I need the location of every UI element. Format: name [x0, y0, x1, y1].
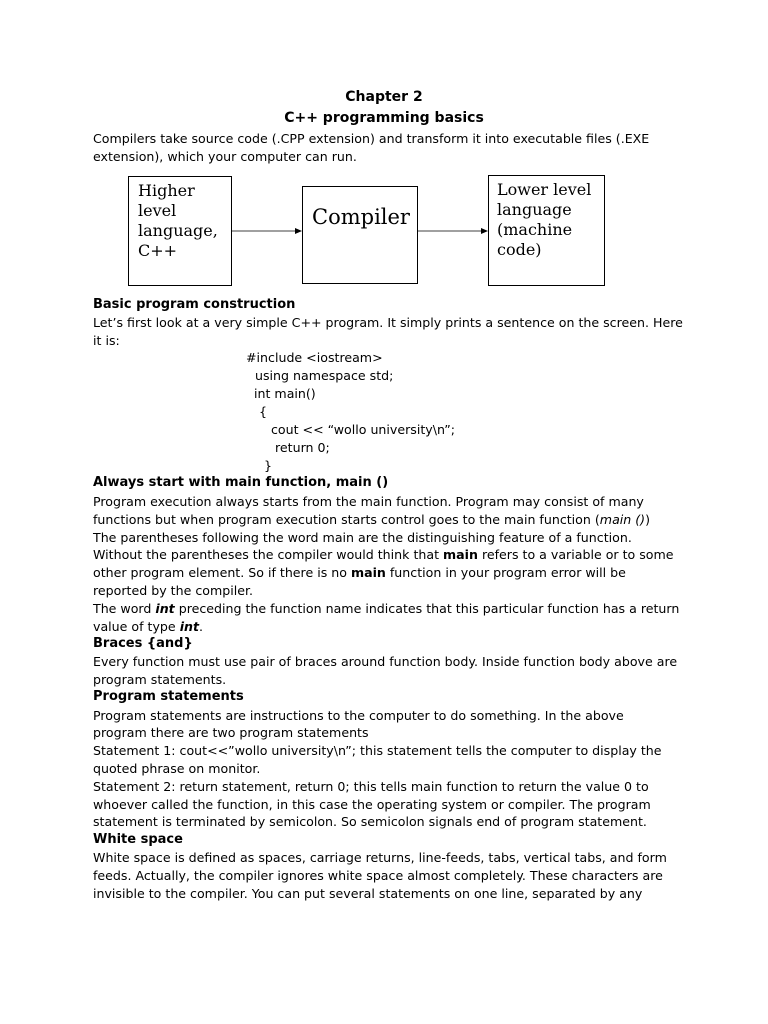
whitespace-line-3: invisible to the compiler. You can put several statements on one line, separated by any	[93, 886, 643, 901]
statements-line-6: whoever called the function, in this case the operating system or compiler. The program	[93, 797, 651, 812]
statements-line-4: quoted phrase on monitor.	[93, 761, 261, 776]
main-line-3: The parentheses following the word main are the distinguishing feature of a function.	[93, 530, 632, 545]
code-line-namespace: using namespace std;	[255, 368, 394, 383]
code-line-open-brace: {	[259, 404, 268, 419]
main-line-7: The word int preceding the function name indicates that this particular function has a return	[93, 601, 680, 616]
statements-line-5: Statement 2: return statement, return 0; this tells main function to return the value 0 to	[93, 779, 649, 794]
arrowhead-right-icon	[295, 228, 302, 234]
main-line-2: functions but when program execution starts control goes to the main function (main ())	[93, 512, 651, 527]
intro-line-2: extension), which your computer can run.	[93, 149, 357, 164]
basic-line-2: it is:	[93, 333, 120, 348]
box-line: (machine	[497, 220, 573, 239]
code-line-main: int main()	[254, 386, 316, 401]
whitespace-line-2: feeds. Actually, the compiler ignores white space almost completely. These characters are	[93, 868, 663, 883]
code-line-include: #include <iostream>	[246, 350, 383, 365]
main-heading: Always start with main function, main ()	[93, 475, 389, 490]
arrowhead-right-icon	[481, 228, 488, 234]
chapter-title: Chapter 2	[345, 89, 423, 105]
statements-line-2: program there are two program statements	[93, 725, 369, 740]
code-line-close-brace: }	[264, 458, 273, 473]
box-line: code)	[497, 240, 542, 259]
box-line: Higher	[138, 181, 195, 200]
chapter-subtitle: C++ programming basics	[284, 110, 484, 126]
main-line-8: value of type int.	[93, 619, 204, 634]
statements-heading: Program statements	[93, 689, 244, 704]
main-line-5: other program element. So if there is no main function in your program error will be	[93, 565, 626, 580]
whitespace-heading: White space	[93, 832, 183, 847]
basic-line-1: Let’s first look at a very simple C++ program. It simply prints a sentence on the screen. Here	[93, 315, 683, 330]
box-line: Lower level	[497, 180, 592, 199]
braces-line-1: Every function must use pair of braces around function body. Inside function body above are	[93, 654, 678, 669]
code-line-return: return 0;	[275, 440, 330, 455]
statements-line-7: statement is terminated by semicolon. So semicolon signals end of program statement.	[93, 814, 647, 829]
box-line: level	[138, 201, 177, 220]
compiler-label: Compiler	[312, 205, 410, 229]
box-line: language,	[138, 221, 218, 240]
main-line-6: reported by the compiler.	[93, 583, 253, 598]
statements-line-1: Program statements are instructions to the computer to do something. In the above	[93, 708, 624, 723]
braces-line-2: program statements.	[93, 672, 227, 687]
box-line: C++	[138, 241, 178, 260]
basic-heading: Basic program construction	[93, 297, 296, 312]
main-line-1: Program execution always starts from the main function. Program may consist of many	[93, 494, 644, 509]
intro-line-1: Compilers take source code (.CPP extension) and transform it into executable files (.EXE	[93, 131, 650, 146]
braces-heading: Braces {and}	[93, 636, 193, 651]
main-line-4: Without the parentheses the compiler would think that main refers to a variable or to some	[93, 547, 674, 562]
box-line: language	[497, 200, 572, 219]
code-line-cout: cout << “wollo university\n”;	[271, 422, 456, 437]
diagram-arrows	[0, 0, 768, 300]
whitespace-line-1: White space is defined as spaces, carriage returns, line-feeds, tabs, vertical tabs, and form	[93, 850, 667, 865]
statements-line-3: Statement 1: cout<<”wollo university\n”; this statement tells the computer to display the	[93, 743, 662, 758]
